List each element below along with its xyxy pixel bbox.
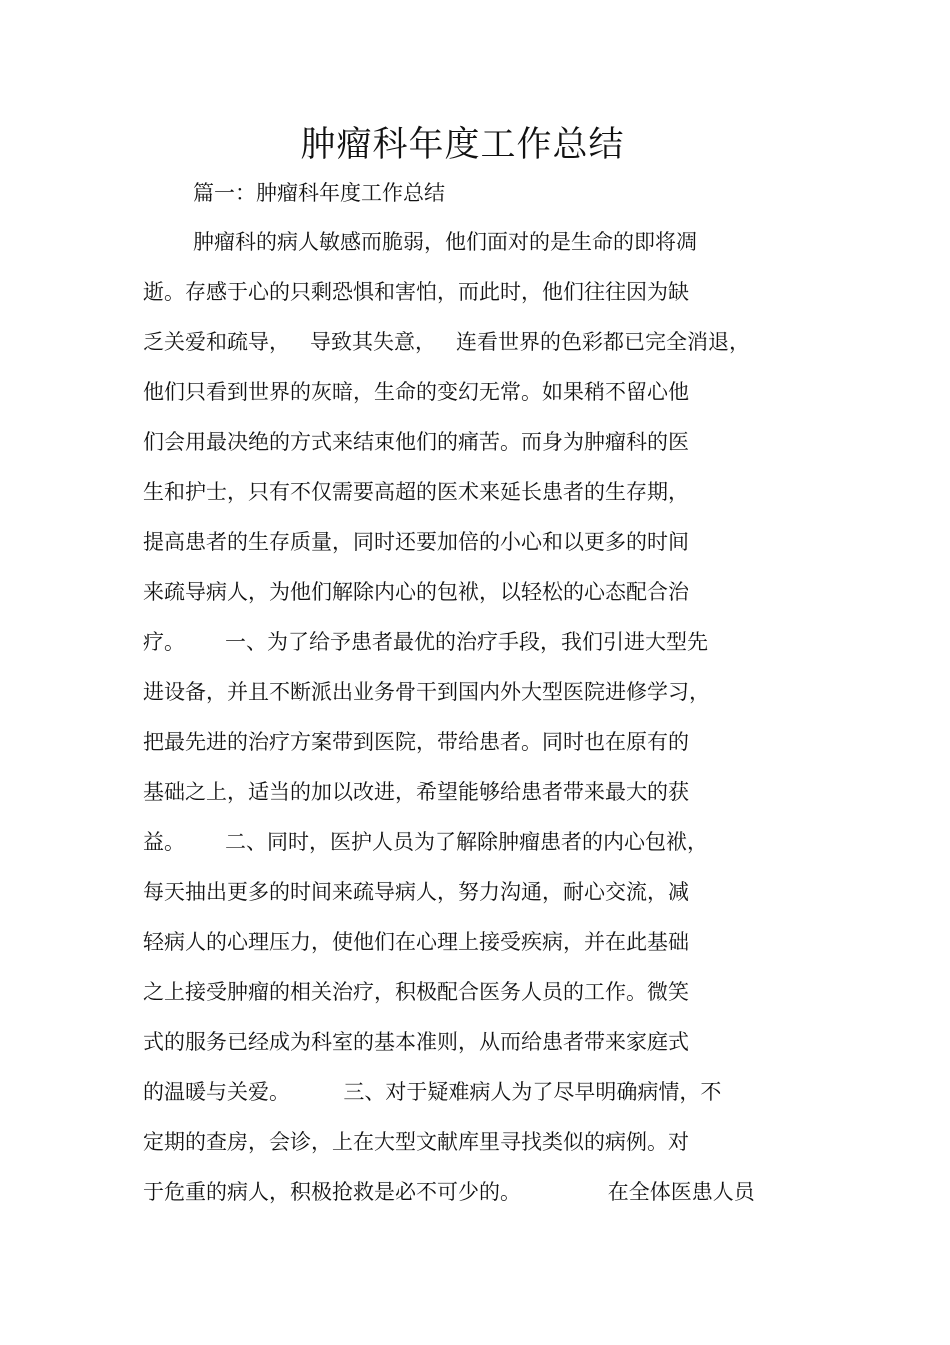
body-line-8: 来疏导病人，为他们解除内心的包袱，以轻松的心态配合治 xyxy=(143,580,689,604)
body-line-20: 于危重的病人，积极抢救是必不可少的。 在全体医患人员 xyxy=(143,1180,755,1204)
body-line-19: 定期的查房，会诊，上在大型文献库里寻找类似的病例。对 xyxy=(143,1130,689,1154)
body-line-5: 们会用最决绝的方式来结束他们的痛苦。而身为肿瘤科的医 xyxy=(143,430,689,454)
document-subtitle: 篇一：肿瘤科年度工作总结 xyxy=(193,181,445,205)
document-title: 肿瘤科年度工作总结 xyxy=(300,125,625,165)
body-line-3: 乏关爱和疏导， 导致其失意， 连看世界的色彩都已完全消退， xyxy=(143,330,751,354)
body-line-9: 疗。 一、为了给予患者最优的治疗手段，我们引进大型先 xyxy=(143,630,709,654)
body-line-2: 逝。存感于心的只剩恐惧和害怕，而此时，他们往往因为缺 xyxy=(143,280,689,304)
body-line-10: 进设备，并且不断派出业务骨干到国内外大型医院进修学习， xyxy=(143,680,710,704)
body-line-7: 提高患者的生存质量，同时还要加倍的小心和以更多的时间 xyxy=(143,530,689,554)
body-line-13: 益。 二、同时，医护人员为了解除肿瘤患者的内心包袱， xyxy=(143,830,709,854)
body-line-17: 式的服务已经成为科室的基本准则，从而给患者带来家庭式 xyxy=(143,1030,689,1054)
body-line-14: 每天抽出更多的时间来疏导病人，努力沟通，耐心交流，减 xyxy=(143,880,689,904)
body-line-11: 把最先进的治疗方案带到医院，带给患者。同时也在原有的 xyxy=(143,730,689,754)
body-line-16: 之上接受肿瘤的相关治疗，积极配合医务人员的工作。微笑 xyxy=(143,980,689,1004)
body-line-15: 轻病人的心理压力，使他们在心理上接受疾病，并在此基础 xyxy=(143,930,689,954)
body-line-1: 肿瘤科的病人敏感而脆弱，他们面对的是生命的即将凋 xyxy=(193,230,697,254)
body-line-4: 他们只看到世界的灰暗，生命的变幻无常。如果稍不留心他 xyxy=(143,380,689,404)
body-line-18: 的温暖与关爱。 三、对于疑难病人为了尽早明确病情，不 xyxy=(143,1080,722,1104)
body-line-12: 基础之上，适当的加以改进，希望能够给患者带来最大的获 xyxy=(143,780,689,804)
body-line-6: 生和护士，只有不仅需要高超的医术来延长患者的生存期， xyxy=(143,480,689,504)
